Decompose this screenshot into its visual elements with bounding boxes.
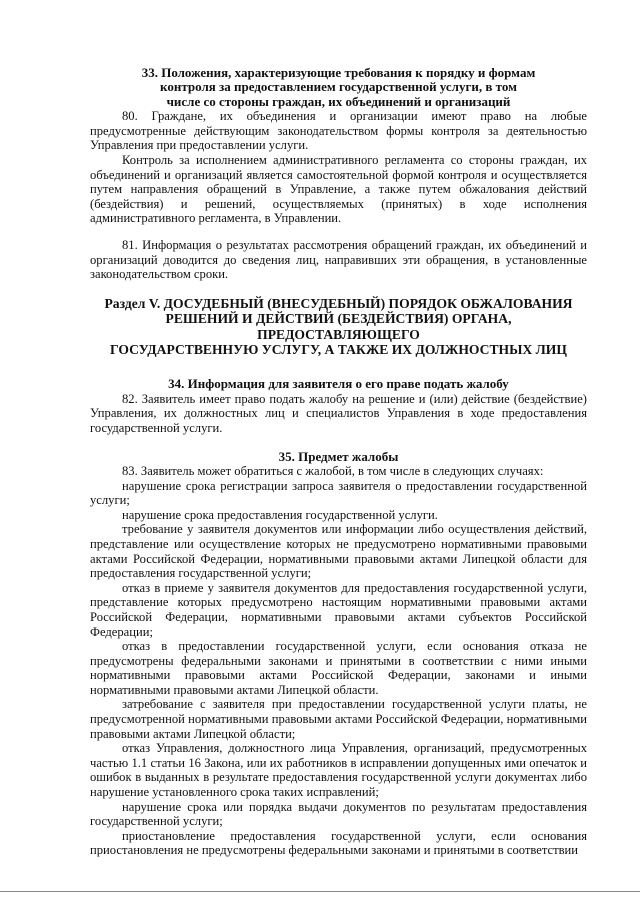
section-5-title xyxy=(90,296,587,358)
document-body xyxy=(90,66,587,858)
bottom-divider xyxy=(0,891,640,892)
list-item: нарушение срока регистрации запроса заявителя о предоставлении государственной услуги; xyxy=(90,478,587,508)
paragraph-82: 82. Заявитель имеет право подать жалобу на решение и (или) действие (бездействие) Управления, их должностных лиц и специалистов Управления в ходе предоставления государственной услуги. xyxy=(90,391,587,435)
list-item: требование у заявителя документов или информации либо осуществления действий, представление или осуществление которых не предусмотрено нормативными правовыми актами Российской Федерации, нормативными правовыми актами Липецкой области для предоставления государственной услуги; xyxy=(90,522,587,581)
heading-34: 34. Информация для заявителя о его праве подать жалобу xyxy=(168,376,509,392)
paragraph-81: 81. Информация о результатах рассмотрения обращений граждан, их объединений и организаций доводится до сведения лиц, направивших эти обращения, в установленные законодательством сроки. xyxy=(90,237,587,282)
section-5-title-line: ГОСУДАРСТВЕННУЮ УСЛУГУ, А ТАКЖЕ ИХ ДОЛЖНОСТНЫХ ЛИЦ xyxy=(110,341,567,357)
section-5-title-line: РЕШЕНИЙ И ДЕЙСТВИЙ (БЕЗДЕЙСТВИЯ) ОРГАНА, ПРЕДОСТАВЛЯЮЩЕГО xyxy=(165,311,512,342)
section-5-title-line: Раздел V. ДОСУДЕБНЫЙ (ВНЕСУДЕБНЫЙ) ПОРЯДОК ОБЖАЛОВАНИЯ xyxy=(104,295,573,311)
list-item: нарушение срока или порядка выдачи документов по результатам предоставления государственной услуги; xyxy=(90,799,587,829)
paragraph-83: 83. Заявитель может обратиться с жалобой, в том числе в следующих случаях: xyxy=(122,463,544,478)
heading-33-line: числе со стороны граждан, их объединений и организаций xyxy=(166,93,511,109)
list-item: затребование с заявителя при предоставлении государственной услуги платы, не предусмотренной нормативными правовыми актами Российской Федерации, нормативными правовыми актами Липецкой области; xyxy=(90,697,587,741)
heading-35: 35. Предмет жалобы xyxy=(278,448,399,464)
paragraph-80-control: Контроль за исполнением административного регламента со стороны граждан, их объединений и организаций является самостоятельной формой контроля и осуществляется путем направления обращений в Управление, а также путем обжалования действий (бездействия) и решений, осуществляемых (принятых) в ходе исполнения административного регламента, в Управлении. xyxy=(90,153,587,226)
list-item: отказ в приеме у заявителя документов для предоставления государственной услуги, представление которых предусмотрено настоящим нормативными правовыми актами Российской Федерации, нормативными правовыми актами субъектов Российской Федерации; xyxy=(90,580,587,639)
list-item: отказ Управления, должностного лица Управления, организаций, предусмотренных частью 1.1 статьи 16 Закона, или их работников в исправлении допущенных ими опечаток и ошибок в выданных в результате предоставления государственной услуги документах либо нарушение установленного срока таких исправлений; xyxy=(90,741,587,800)
heading-33 xyxy=(90,66,587,109)
heading-33-line: контроля за предоставлением государственной услуги, в том xyxy=(160,79,517,95)
list-item: приостановление предоставления государственной услуги, если основания приостановления не предусмотрены федеральными законами и принятыми в соответствии xyxy=(90,828,587,858)
paragraph-80: 80. Граждане, их объединения и организации имеют право на любые предусмотренные действующим законодательством формы контроля за деятельностью Управления при предоставлении услуги. xyxy=(90,109,587,153)
list-item: отказ в предоставлении государственной услуги, если основания отказа не предусмотрены федеральными законами и принятыми в соответствии с ними иными нормативными правовыми актами Российской Федерации, законами и иными нормативными правовыми актами Липецкой области. xyxy=(90,639,587,697)
list-item: нарушение срока предоставления государственной услуги. xyxy=(122,507,438,522)
heading-33-line: 33. Положения, характеризующие требования к порядку и формам xyxy=(141,65,536,80)
